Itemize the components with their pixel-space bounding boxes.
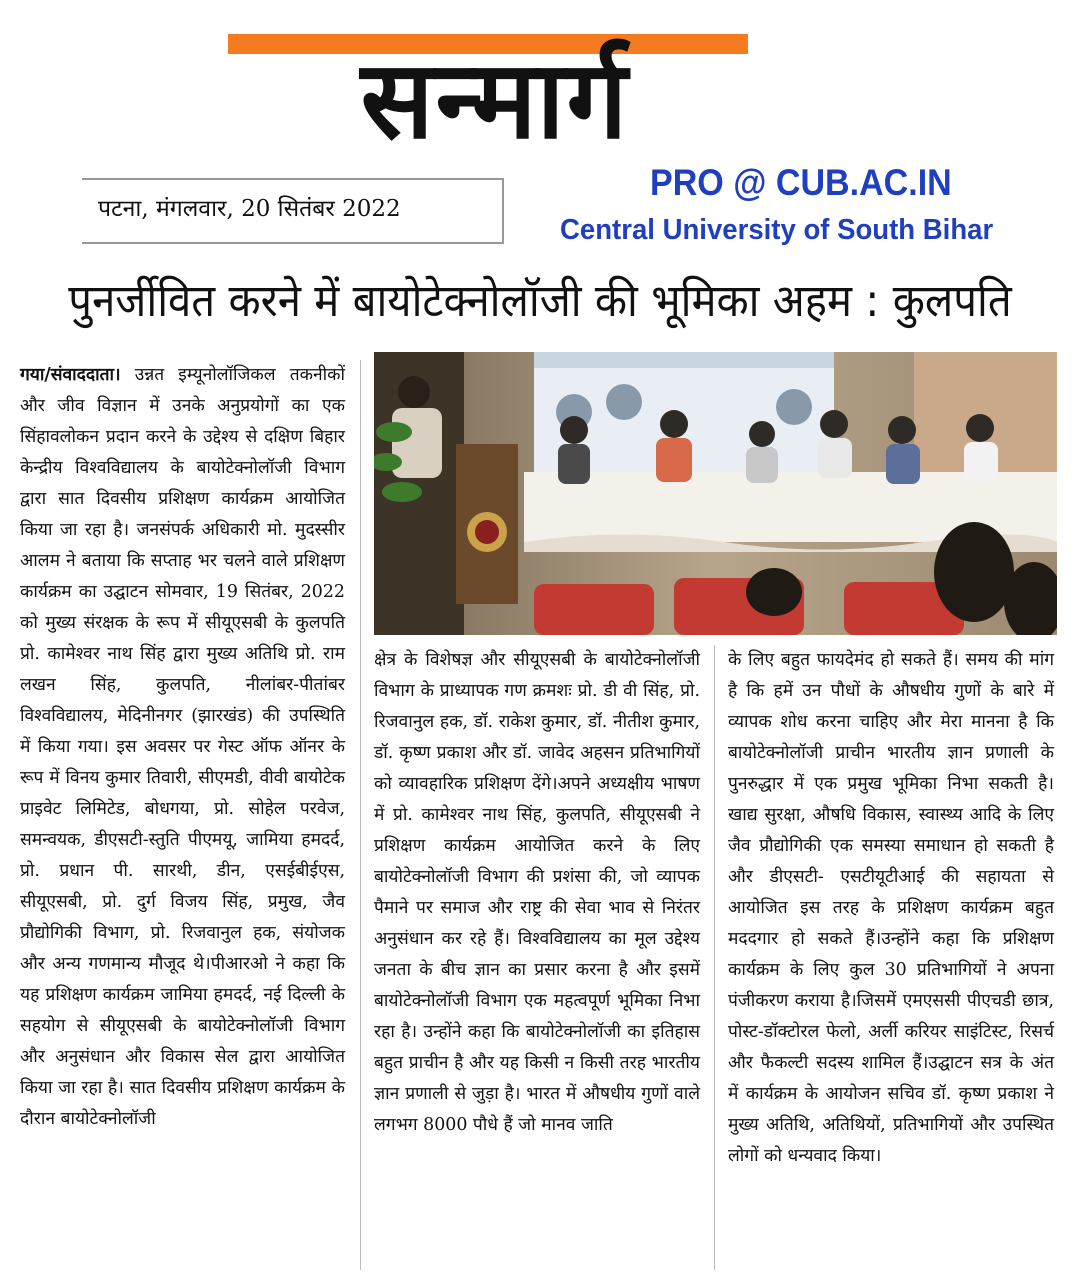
column-divider [360,360,361,1270]
column-divider [714,645,715,1270]
newspaper-masthead: सन्मार्ग [360,37,630,163]
article-byline: गया/संवाददाता। [20,365,121,385]
article-column-1-text: उन्नत इम्यूनोलॉजिकल तकनीकों और जीव विज्ञान में उनके अनुप्रयोगों का एक सिंहावलोकन प्रदान करने के उद्देश्य से दक्षिण बिहार केन्द्रीय विश्वविद्यालय के बायोटेक्नोलॉजी विभाग द्वारा सात दिवसीय प्रशिक्षण कार्यक्रम आयोजित किया जा रहा है। जनसंपर्क अधिकारी मो. मुदस्सीर आलम ने बताया कि सप्ताह भर चलने वाले प्रशिक्षण कार्यक्रम का उद्घाटन सोमवार, 19 सितंबर, 2022 को मुख्य संरक्षक के रूप में सीयूएसबी के कुलपति प्रो. कामेश्वर नाथ सिंह द्वारा मुख्य अतिथि प्रो. राम लखन सिंह, कुलपति, नीलांबर-पीतांबर विश्वविद्यालय, मेदिनीनगर (झारखंड) की उपस्थिति में किया गया। इस अवसर पर गेस्ट ऑफ ऑनर के रूप में विनय कुमार तिवारी, सीएमडी, वीवी बायोटेक प्राइवेट लिमिटेड, बोधगया, प्रो. सोहेल परवेज, समन्वयक, डीएसटी-स्तुति पीएमयू, जामिया हमदर्द, प्रो. प्रधान पी. सारथी, डीन, एसईबीईएस, सीयूएसबी, प्रो. दुर्ग विजय सिंह, प्रमुख, जैव प्रौद्योगिकी विभाग, प्रो. रिजवानुल हक, संयोजक और अन्य गणमान्य मौजूद थे।पीआरओ ने कहा कि यह प्रशिक्षण कार्यक्रम जामिया हमदर्द, नई दिल्ली के सहयोग से सीयूएसबी के बायोटेक्नोलॉजी विभाग और अनुसंधान और विकास सेल द्वारा आयोजित किया जा रहा है। सात दिवसीय प्रशिक्षण कार्यक्रम के दौरान बायोटेक्नोलॉजी [20,365,345,1129]
watermark-university: Central University of South Bihar [560,214,994,246]
watermark-email: PRO @ CUB.AC.IN [650,162,952,203]
article-column-2: क्षेत्र के विशेषज्ञ और सीयूएसबी के बायोटेक्नोलॉजी विभाग के प्राध्यापक गण क्रमशः प्रो. डी वी सिंह, प्रो. रिजवानुल हक, डॉ. राकेश कुमार, डॉ. नीतीश कुमार, डॉ. कृष्ण प्रकाश और डॉ. जावेद अहसन प्रतिभागियों को व्यावहारिक प्रशिक्षण देंगे।अपने अध्यक्षीय भाषण में प्रो. कामेश्वर नाथ सिंह, कुलपति, सीयूएसबी ने प्रशिक्षण कार्यक्रम आयोजित करने के लिए बायोटेक्नोलॉजी विभाग की प्रशंसा की, जो व्यापक पैमाने पर समाज और राष्ट्र की सेवा भाव से निरंतर अनुसंधान कर रहे हैं। विश्वविद्यालय का मूल उद्देश्य जनता के बीच ज्ञान का प्रसार करना है और इसमें बायोटेक्नोलॉजी विभाग एक महत्वपूर्ण भूमिका निभा रहा है। उन्होंने कहा कि बायोटेक्नोलॉजी का इतिहास बहुत प्राचीन है और यह किसी न किसी तरह भारतीय ज्ञान प्रणाली से जुड़ा है। भारत में औषधीय गुणों वाले लगभग 8000 पौधे हैं जो मानव जाति [374,650,700,1135]
dateline: पटना, मंगलवार, 20 सितंबर 2022 [98,196,401,222]
event-photo-image [374,352,1057,635]
article-column-1 [20,360,345,1135]
article-column-3: के लिए बहुत फायदेमंद हो सकते हैं। समय की मांग है कि हमें उन पौधों के औषधीय गुणों के बारे में व्यापक शोध करना चाहिए और मेरा मानना है कि बायोटेक्नोलॉजी प्राचीन भारतीय ज्ञान प्रणाली के पुनरुद्धार में एक प्रमुख भूमिका निभा सकती है। खाद्य सुरक्षा, औषधि विकास, स्वास्थ्य आदि के लिए जैव प्रौद्योगिकी एक समस्या समाधान हो सकती है और डीएसटी- एसटीयूटीआई की सहायता से आयोजित इस तरह के प्रशिक्षण कार्यक्रम बहुत मददगार हो सकते हैं।उन्होंने कहा कि प्रशिक्षण कार्यक्रम के लिए कुल 30 प्रतिभागियों ने अपना पंजीकरण कराया है।जिसमें एमएससी पीएचडी छात्र, पोस्ट-डॉक्टोरल फेलो, अर्ली करियर साइंटिस्ट, रिसर्च और फैकल्टी सदस्य शामिल हैं।उद्घाटन सत्र के अंत में कार्यक्रम के आयोजन सचिव डॉ. कृष्ण प्रकाश ने मुख्य अतिथि, अतिथियों, प्रतिभागियों और उपस्थित लोगों को धन्यवाद किया। [728,650,1054,1166]
event-photo [374,352,1057,635]
article-headline: पुनर्जीवित करने में बायोटेक्नोलॉजी की भूमिका अहम : कुलपति [68,274,1012,327]
